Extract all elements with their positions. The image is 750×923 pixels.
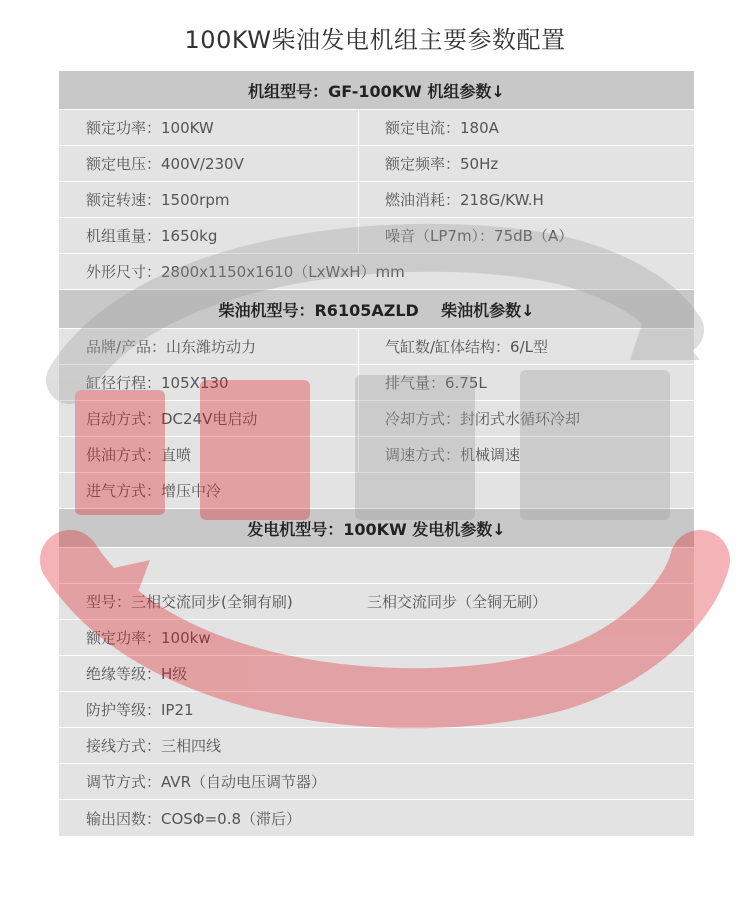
table-row [59, 800, 694, 836]
page-title: 100KW柴油发电机组主要参数配置 [184, 26, 566, 54]
table-row [59, 218, 694, 254]
table-cell: 额定电压：400V/230V [59, 146, 359, 181]
table-cell: 接线方式：三相四线 [86, 737, 222, 755]
section-header-engine [59, 290, 694, 329]
table-cell: 额定功率：100KW [59, 110, 359, 145]
table-row [59, 110, 694, 146]
table-cell: 输出因数：COSΦ=0.8（滞后） [86, 809, 302, 828]
table-cell: 调速方式：机械调速 [385, 446, 521, 464]
table-row [59, 764, 694, 800]
table-row [59, 254, 694, 290]
table-cell: 启动方式：DC24V电启动 [59, 401, 359, 436]
table-cell: 燃油消耗：218G/KW.H [385, 191, 544, 209]
table-cell: 三相交流同步（全铜无刷） [367, 593, 548, 611]
table-cell: 噪音（LP7m）：75dB（A） [385, 227, 574, 245]
table-row [59, 584, 694, 620]
table-cell: 机组重量：1650kg [59, 218, 359, 253]
table-row [59, 656, 694, 692]
table-cell: 防护等级：IP21 [86, 701, 194, 719]
table-cell: 额定频率：50Hz [385, 155, 499, 173]
table-row [59, 437, 694, 473]
section-title: 发电机型号：100KW 发电机参数↓ [247, 519, 506, 539]
table-cell: 气缸数/缸体结构：6/L型 [385, 338, 549, 356]
table-cell: 调节方式：AVR（自动电压调节器） [86, 773, 326, 791]
table-row [59, 692, 694, 728]
table-cell: 额定电流：180A [385, 119, 499, 137]
table-row [59, 182, 694, 218]
table-cell: 额定转速：1500rpm [59, 182, 359, 217]
table-cell: 绝缘等级：H级 [86, 665, 188, 683]
table-cell: 额定功率：100kw [86, 629, 211, 647]
section-header-unit [59, 71, 694, 110]
table-row [59, 620, 694, 656]
blank-row [59, 548, 694, 584]
table-row [59, 473, 694, 509]
section-title: 柴油机型号：R6105AZLD 柴油机参数↓ [218, 300, 535, 320]
table-cell: 排气量：6.75L [385, 374, 487, 392]
table-cell: 冷却方式：封闭式水循环冷却 [385, 410, 581, 428]
table-cell: 外形尺寸：2800x1150x1610（LxWxH）mm [86, 263, 405, 281]
table-cell: 型号：三相交流同步(全铜有刷) [86, 593, 293, 611]
table-row [59, 365, 694, 401]
section-title: 机组型号：GF-100KW 机组参数↓ [248, 81, 505, 101]
table-cell: 供油方式：直喷 [59, 437, 359, 472]
table-row [59, 146, 694, 182]
table-row [59, 728, 694, 764]
section-header-generator [59, 509, 694, 548]
table-row [59, 329, 694, 365]
spec-table [59, 71, 694, 836]
table-cell: 品牌/产品：山东潍坊动力 [59, 329, 359, 364]
table-cell: 进气方式：增压中冷 [86, 482, 222, 500]
table-row [59, 401, 694, 437]
table-cell: 缸径行程：105X130 [59, 365, 359, 400]
